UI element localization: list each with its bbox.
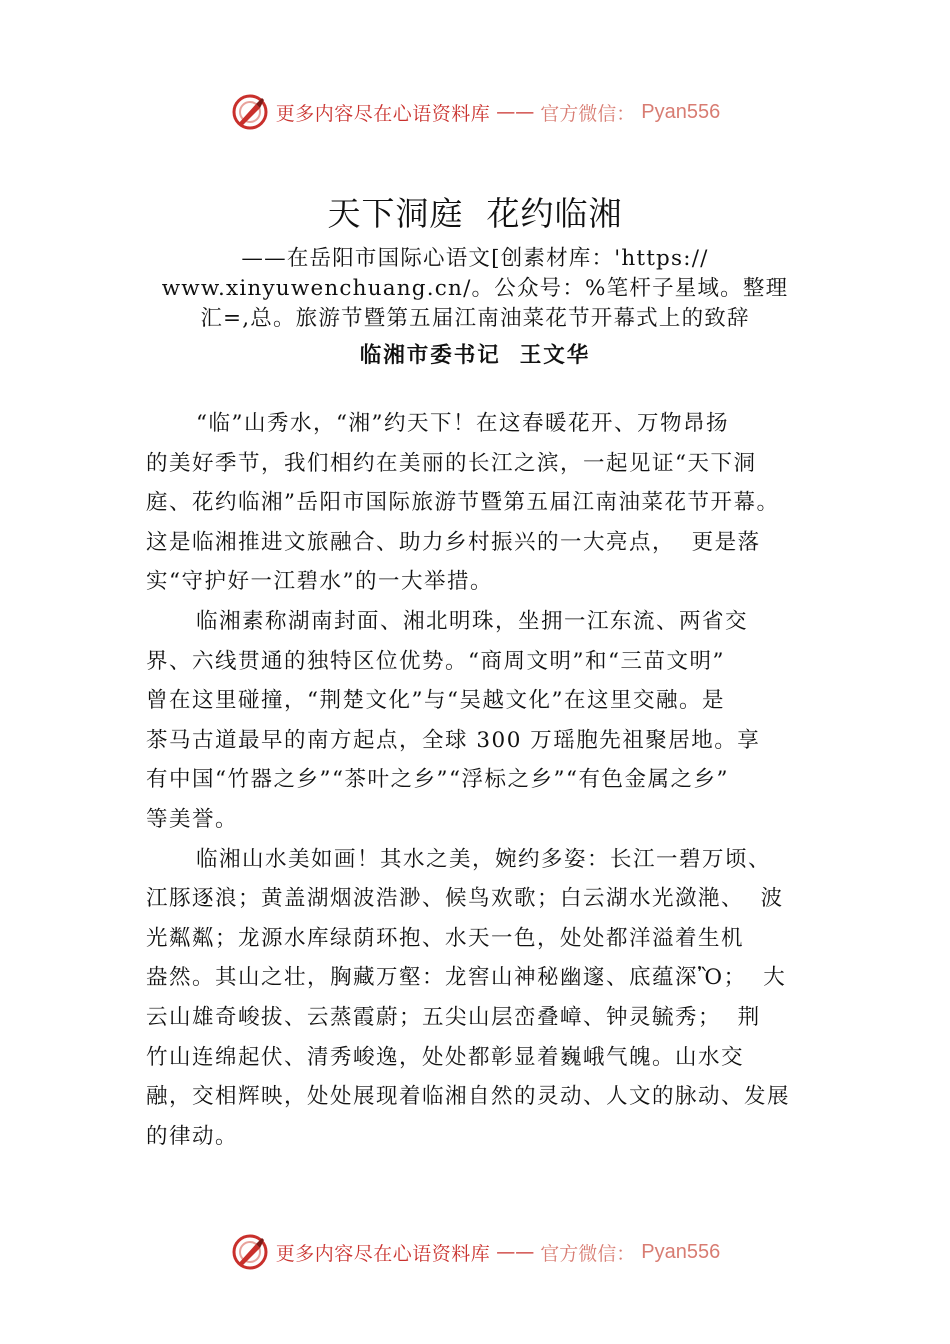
watermark-id: Pyan556 xyxy=(641,100,721,123)
subtitle-line: www.xinyuwenchuang.cn/。公众号：%笔杆子星域。整理 xyxy=(161,276,789,301)
subtitle-line: ——在岳阳市国际心语文[创素材库：'https:// xyxy=(241,246,709,271)
paragraph-2 xyxy=(146,602,866,840)
text-line: 界、六线贯通的独特区位优势。“商周文明”和“三苗文明” xyxy=(146,648,725,674)
body-text xyxy=(146,404,866,1156)
text-line: “临”山秀水，“湘”约天下！在这春暖花开、万物昂扬 xyxy=(196,411,729,436)
paragraph-3 xyxy=(146,840,866,1157)
pen-logo-icon xyxy=(230,92,270,132)
text-line: 茶马古道最早的南方起点，全球 300 万瑶胞先祖聚居地。享 xyxy=(146,727,761,753)
header-watermark xyxy=(0,92,950,132)
text-line: 融，交相辉映，处处展现着临湘自然的灵动、人文的脉动、发展 xyxy=(146,1084,791,1110)
watermark-id: Pyan556 xyxy=(641,1240,721,1263)
text-line: 临湘素称湖南封面、湘北明珠，坐拥一江东流、两省交 xyxy=(196,608,749,634)
text-line: 光粼粼；龙源水库绿荫环抱、水天一色，处处都洋溢着生机 xyxy=(146,925,745,951)
text-line: 这是临湘推进文旅融合、助力乡村振兴的一大亮点， 更是落 xyxy=(146,529,761,555)
watermark-label: 官方微信： xyxy=(540,1242,636,1265)
text-line: 江豚逐浪；黄盖湖烟波浩渺、候鸟欢歌；白云湖水光潋滟、 波 xyxy=(146,886,784,912)
text-line: 庭、花约临湘”岳阳市国际旅游节暨第五届江南油菜花节开幕。 xyxy=(146,490,780,516)
footer-watermark xyxy=(0,1232,950,1272)
text-line: 盎然。其山之壮，胸藏万壑：龙窖山神秘幽邃、底蕴深Ὂ； 大 xyxy=(146,965,787,991)
watermark-label: 官方微信： xyxy=(540,102,636,125)
text-line: 竹山连绵起伏、清秀峻逸，处处都彰显着巍峨气魄。山水交 xyxy=(146,1044,745,1070)
text-line: 实“守护好一江碧水”的一大举措。 xyxy=(146,569,493,595)
text-line: 云山雄奇峻拔、云蒸霞蔚；五尖山层峦叠嶂、钟灵毓秀； 荆 xyxy=(146,1004,761,1030)
watermark-separator: —— xyxy=(496,1241,535,1263)
text-line: 的美好季节，我们相约在美丽的长江之滨，一起见证“天下洞 xyxy=(146,450,757,476)
author-line: 临湘市委书记 王文华 xyxy=(359,343,591,368)
paragraph-1 xyxy=(146,404,866,602)
text-line: 的律动。 xyxy=(146,1123,239,1149)
watermark-text: 更多内容尽在心语资料库 xyxy=(275,1242,491,1265)
text-line: 有中国“竹器之乡”“茶叶之乡”“浮标之乡”“有色金属之乡” xyxy=(146,767,729,793)
watermark-text: 更多内容尽在心语资料库 xyxy=(275,102,491,125)
text-line: 等美誉。 xyxy=(146,806,239,832)
document-subtitle xyxy=(120,244,830,334)
text-line: 曾在这里碰撞，“荆楚文化”与“吴越文化”在这里交融。是 xyxy=(146,688,725,714)
subtitle-line: 汇=,总。旅游节暨第五届江南油菜花节开幕式上的致辞 xyxy=(200,306,750,331)
text-line: 临湘山水美如画！其水之美，婉约多姿：长江一碧万顷、 xyxy=(196,846,772,872)
document-title: 天下洞庭 花约临湘 xyxy=(327,194,623,233)
pen-logo-icon xyxy=(230,1232,270,1272)
watermark-separator: —— xyxy=(496,101,535,123)
